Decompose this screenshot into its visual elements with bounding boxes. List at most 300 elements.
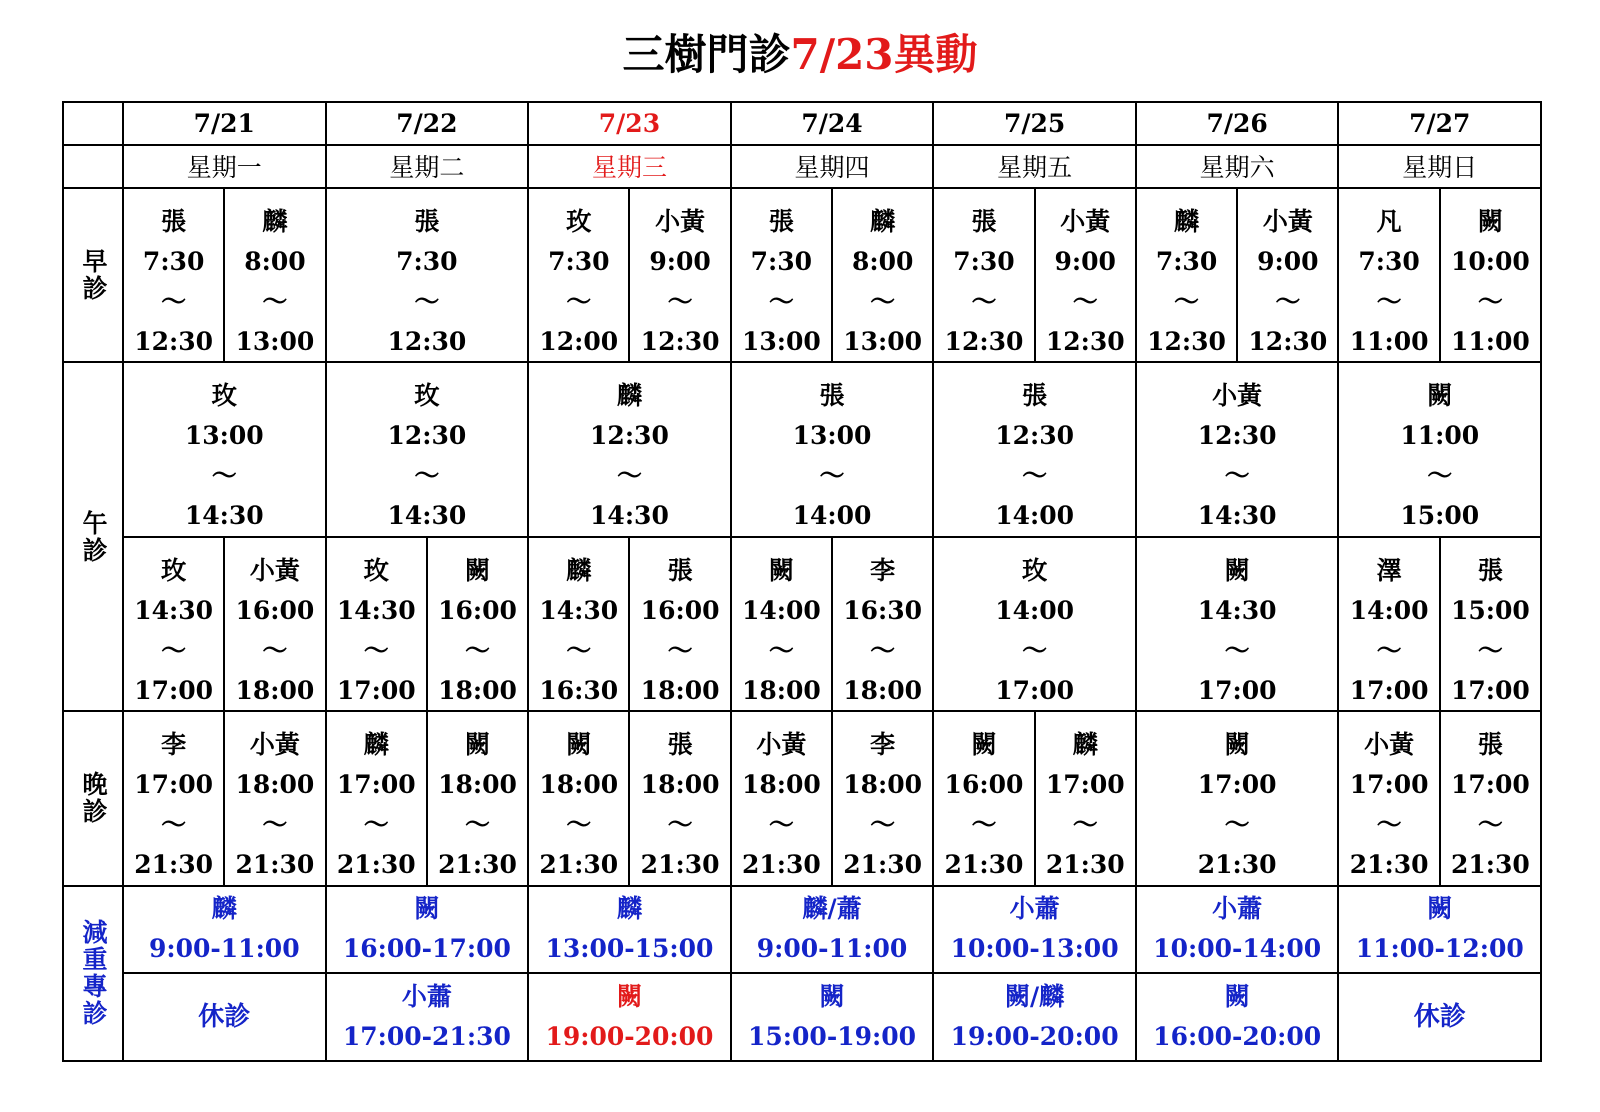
start-time: 18:00 (741, 770, 821, 800)
doctor-name: 闕 (465, 730, 491, 760)
tilde: ～ (1224, 810, 1250, 840)
shift-slot (732, 719, 831, 880)
doctor-name: 麟 (566, 555, 592, 585)
weightloss-entry (1339, 997, 1540, 1037)
shift-slot (1339, 370, 1540, 531)
doctor-name: 麟 (262, 206, 288, 236)
weightloss-cell (528, 973, 731, 1061)
doctor-name: 闕 (768, 555, 794, 585)
shift-cell (326, 188, 529, 362)
start-time: 14:00 (1349, 595, 1429, 625)
shift-cell (1440, 711, 1541, 885)
tilde: ～ (1427, 461, 1453, 491)
shift-slot (1137, 545, 1338, 703)
time-range: 11:00-12:00 (1355, 934, 1524, 964)
shift-slot (529, 196, 628, 354)
shift-cell (731, 362, 934, 536)
start-time: 7:30 (750, 246, 813, 276)
end-time: 14:30 (184, 501, 264, 531)
shift-slot (529, 719, 628, 880)
end-time: 21:30 (1197, 850, 1277, 880)
start-time: 16:00 (438, 595, 517, 625)
tilde: ～ (1022, 461, 1048, 491)
shift-cell (1338, 537, 1439, 711)
weightloss-entry (732, 889, 933, 969)
shift-slot (1137, 370, 1338, 531)
start-time: 14:00 (995, 595, 1074, 625)
evening-row (63, 711, 1541, 885)
tilde: ～ (819, 461, 845, 491)
weightloss-cell (326, 886, 529, 974)
weightloss-cell (1136, 886, 1339, 974)
shift-slot (124, 196, 223, 354)
start-time: 8:00 (851, 246, 914, 276)
doctor-name: 張 (1477, 730, 1503, 760)
weightloss-cell (1136, 973, 1339, 1061)
end-time: 12:30 (387, 326, 467, 356)
tilde: ～ (262, 810, 288, 840)
shift-cell (933, 188, 1034, 362)
shift-cell (933, 537, 1136, 711)
shift-slot (1036, 719, 1135, 880)
weekday-cell: 星期一 (123, 145, 326, 188)
doctor-name: 張 (414, 206, 440, 236)
session-label: 減重專診 (63, 886, 123, 1062)
shift-slot (1137, 196, 1236, 354)
shift-cell (933, 362, 1136, 536)
shift-cell (326, 362, 529, 536)
start-time: 16:00 (235, 595, 315, 625)
shift-slot (833, 196, 932, 354)
start-time: 9:00 (1054, 246, 1116, 276)
time-range: 15:00-19:00 (748, 1022, 917, 1052)
tilde: ～ (616, 461, 642, 491)
tilde: ～ (414, 461, 440, 491)
time-range: 10:00-14:00 (1153, 934, 1322, 964)
doctor-name: 玫 (211, 381, 237, 411)
tilde: ～ (465, 810, 491, 840)
tilde: ～ (1224, 635, 1250, 665)
shift-slot (529, 545, 628, 703)
weightloss-entry (732, 977, 933, 1057)
tilde: ～ (1477, 810, 1503, 840)
doctor-name: 闕 (1427, 381, 1453, 411)
date-cell: 7/22 (326, 102, 529, 145)
end-time: 13:00 (741, 326, 821, 356)
shift-cell (832, 537, 933, 711)
shift-cell (1035, 188, 1136, 362)
shift-slot (1441, 545, 1540, 703)
start-time: 7:30 (1358, 246, 1420, 276)
doctor-name: 玫 (1022, 555, 1048, 585)
corner-cell (63, 145, 123, 188)
shift-cell (528, 188, 629, 362)
page-title (0, 26, 1600, 84)
end-time: 12:30 (944, 326, 1024, 356)
shift-cell (731, 188, 832, 362)
end-time: 15:00 (1400, 501, 1480, 531)
time-range: 19:00-20:00 (950, 1022, 1119, 1052)
end-time: 21:30 (438, 850, 517, 880)
start-time: 18:00 (640, 770, 720, 800)
doctor-name: 小黃 (756, 730, 807, 760)
doctor-name: 張 (1022, 381, 1048, 411)
shift-slot (1339, 545, 1438, 703)
doctor-name: 凡 (1376, 206, 1402, 236)
weightloss-cell (123, 886, 326, 974)
start-time: 9:00 (649, 246, 711, 276)
tilde: ～ (566, 286, 592, 316)
weightloss-cell (933, 973, 1136, 1061)
shift-slot (1441, 719, 1540, 880)
shift-cell (731, 711, 832, 885)
time-range: 17:00-21:30 (342, 1022, 511, 1052)
doctor-name: 澤 (1376, 555, 1402, 585)
closed-label: 休診 (198, 1002, 251, 1033)
weightloss-cell (528, 886, 731, 974)
end-time: 13:00 (235, 326, 315, 356)
tilde: ～ (161, 635, 187, 665)
weekday-cell: 星期五 (933, 145, 1136, 188)
doctor-name: 玫 (414, 381, 440, 411)
doctor-name: 李 (161, 730, 187, 760)
shift-slot (732, 370, 933, 531)
tilde: ～ (667, 286, 693, 316)
end-time: 21:30 (1450, 850, 1530, 880)
tilde: ～ (1224, 461, 1250, 491)
doctor-name: 玫 (161, 555, 187, 585)
end-time: 16:30 (539, 675, 619, 705)
shift-slot (327, 545, 426, 703)
shift-cell (1440, 188, 1541, 362)
doctor-name: 闕 (1427, 894, 1453, 924)
date-row (63, 102, 1541, 145)
start-time: 7:30 (396, 246, 458, 276)
start-time: 17:00 (134, 770, 214, 800)
start-time: 15:00 (1450, 595, 1530, 625)
shift-cell (1338, 362, 1541, 536)
doctor-name: 李 (870, 730, 896, 760)
end-time: 11:00 (1349, 326, 1429, 356)
end-time: 21:30 (640, 850, 720, 880)
tilde: ～ (1477, 635, 1503, 665)
weightloss-entry (124, 997, 325, 1037)
shift-cell (832, 188, 933, 362)
date-cell: 7/26 (1136, 102, 1339, 145)
start-time: 7:30 (1155, 246, 1218, 276)
tilde: ～ (768, 286, 794, 316)
shift-slot (934, 196, 1033, 354)
tilde: ～ (161, 286, 187, 316)
end-time: 21:30 (843, 850, 923, 880)
shift-cell (123, 537, 224, 711)
doctor-name: 闕 (819, 982, 845, 1012)
weightloss-cell (123, 973, 326, 1061)
shift-cell (123, 711, 224, 885)
shift-slot (1137, 719, 1338, 880)
doctor-name: 闕 (1224, 982, 1250, 1012)
shift-slot (124, 545, 223, 703)
end-time: 21:30 (1045, 850, 1125, 880)
weightloss-entry (934, 977, 1135, 1057)
shift-cell (731, 537, 832, 711)
start-time: 13:00 (184, 421, 264, 451)
tilde: ～ (667, 810, 693, 840)
doctor-name: 小黃 (1262, 206, 1313, 236)
shift-cell (224, 188, 325, 362)
doctor-name: 闕 (1224, 730, 1250, 760)
start-time: 7:30 (953, 246, 1015, 276)
tilde: ～ (363, 635, 389, 665)
corner-cell (63, 102, 123, 145)
doctor-name: 張 (819, 381, 845, 411)
tilde: ～ (262, 286, 288, 316)
tilde: ～ (1174, 286, 1200, 316)
tilde: ～ (465, 635, 491, 665)
weightloss-cell (1338, 973, 1541, 1061)
doctor-name: 闕 (465, 555, 491, 585)
doctor-name: 小黃 (655, 206, 706, 236)
shift-slot (833, 545, 932, 703)
time-range: 9:00-11:00 (148, 934, 300, 964)
weekday-cell: 星期日 (1338, 145, 1541, 188)
doctor-name: 麟 (870, 206, 896, 236)
shift-slot (225, 719, 324, 880)
end-time: 21:30 (539, 850, 619, 880)
shift-slot (327, 370, 528, 531)
end-time: 12:30 (1147, 326, 1226, 356)
shift-cell (1136, 537, 1339, 711)
tilde: ～ (211, 461, 237, 491)
start-time: 12:30 (995, 421, 1074, 451)
date-cell: 7/24 (731, 102, 934, 145)
time-range: 10:00-13:00 (950, 934, 1119, 964)
shift-cell (427, 537, 528, 711)
time-range: 9:00-11:00 (756, 934, 908, 964)
weekday-cell: 星期六 (1136, 145, 1339, 188)
tilde: ～ (870, 810, 896, 840)
start-time: 14:30 (336, 595, 416, 625)
shift-slot (934, 719, 1033, 880)
tilde: ～ (414, 286, 440, 316)
tilde: ～ (870, 286, 896, 316)
shift-slot (1036, 196, 1135, 354)
end-time: 18:00 (235, 675, 315, 705)
shift-slot (630, 545, 729, 703)
shift-slot (327, 196, 528, 354)
end-time: 21:30 (235, 850, 315, 880)
end-time: 17:00 (1197, 675, 1277, 705)
doctor-name: 闕 (616, 982, 642, 1012)
end-time: 21:30 (741, 850, 821, 880)
weightloss-cell (731, 886, 934, 974)
doctor-name: 小黃 (1060, 206, 1111, 236)
shift-cell (1237, 188, 1338, 362)
end-time: 21:30 (134, 850, 214, 880)
date-cell: 7/23 (528, 102, 731, 145)
shift-slot (1339, 719, 1438, 880)
doctor-name: 張 (1477, 555, 1503, 585)
doctor-name: 玫 (566, 206, 592, 236)
doctor-name: 小黃 (1364, 730, 1415, 760)
title-main: 三樹門診 (622, 30, 791, 79)
weightloss-row-1 (63, 886, 1541, 974)
start-time: 16:00 (944, 770, 1024, 800)
shift-cell (629, 537, 730, 711)
tilde: ～ (262, 635, 288, 665)
date-cell: 7/27 (1338, 102, 1541, 145)
doctor-name: 張 (971, 206, 997, 236)
shift-slot (732, 196, 831, 354)
doctor-name: 麟 (616, 894, 642, 924)
morning-row (63, 188, 1541, 362)
tilde: ～ (1022, 635, 1048, 665)
weightloss-entry (327, 889, 528, 969)
doctor-name: 小黃 (249, 730, 300, 760)
tilde: ～ (363, 810, 389, 840)
shift-cell (933, 711, 1034, 885)
shift-slot (529, 370, 730, 531)
start-time: 13:00 (792, 421, 872, 451)
session-label: 午診 (63, 362, 123, 711)
shift-cell (1136, 188, 1237, 362)
weightloss-entry (1137, 977, 1338, 1057)
end-time: 12:00 (539, 326, 619, 356)
tilde: ～ (768, 810, 794, 840)
weightloss-row-2 (63, 973, 1541, 1061)
doctor-name: 闕 (414, 894, 440, 924)
shift-cell (528, 362, 731, 536)
shift-cell (528, 711, 629, 885)
shift-cell (123, 362, 326, 536)
tilde: ～ (566, 810, 592, 840)
doctor-name: 張 (161, 206, 187, 236)
end-time: 21:30 (944, 850, 1024, 880)
shift-slot (428, 719, 527, 880)
end-time: 21:30 (1349, 850, 1429, 880)
weekday-cell: 星期三 (528, 145, 731, 188)
start-time: 18:00 (235, 770, 315, 800)
tilde: ～ (1477, 286, 1503, 316)
doctor-name: 張 (667, 730, 693, 760)
doctor-name: 小蕭 (401, 982, 452, 1012)
end-time: 17:00 (336, 675, 416, 705)
date-cell: 7/25 (933, 102, 1136, 145)
weightloss-entry (934, 889, 1135, 969)
tilde: ～ (1275, 286, 1301, 316)
doctor-name: 麟 (363, 730, 389, 760)
start-time: 11:00 (1400, 421, 1480, 451)
shift-cell (224, 537, 325, 711)
end-time: 11:00 (1450, 326, 1530, 356)
doctor-name: 張 (768, 206, 794, 236)
shift-cell (1338, 188, 1439, 362)
end-time: 17:00 (134, 675, 214, 705)
start-time: 9:00 (1257, 246, 1319, 276)
time-range: 19:00-20:00 (545, 1022, 714, 1052)
shift-cell (224, 711, 325, 885)
weightloss-cell (933, 886, 1136, 974)
afternoon-row-1 (63, 362, 1541, 536)
doctor-name: 闕 (566, 730, 592, 760)
tilde: ～ (1376, 810, 1402, 840)
weightloss-entry (529, 977, 730, 1057)
end-time: 13:00 (843, 326, 923, 356)
doctor-name: 闕 (1224, 555, 1250, 585)
start-time: 14:30 (539, 595, 619, 625)
shift-cell (123, 188, 224, 362)
start-time: 12:30 (1197, 421, 1277, 451)
doctor-name: 小黃 (249, 555, 300, 585)
shift-slot (732, 545, 831, 703)
shift-cell (1440, 537, 1541, 711)
tilde: ～ (1376, 286, 1402, 316)
start-time: 17:00 (336, 770, 416, 800)
weightloss-cell (326, 973, 529, 1061)
shift-cell (629, 188, 730, 362)
start-time: 10:00 (1450, 246, 1530, 276)
end-time: 18:00 (843, 675, 923, 705)
doctor-name: 闕 (971, 730, 997, 760)
doctor-name: 麟 (211, 894, 237, 924)
closed-label: 休診 (1413, 1002, 1466, 1033)
shift-slot (327, 719, 426, 880)
end-time: 18:00 (438, 675, 517, 705)
doctor-name: 麟/蕭 (802, 894, 862, 924)
end-time: 14:00 (792, 501, 872, 531)
tilde: ～ (870, 635, 896, 665)
doctor-name: 麟 (1072, 730, 1098, 760)
start-time: 14:00 (741, 595, 821, 625)
start-time: 8:00 (244, 246, 306, 276)
end-time: 12:30 (1045, 326, 1125, 356)
shift-cell (427, 711, 528, 885)
weightloss-cell (731, 973, 934, 1061)
weekday-cell: 星期二 (326, 145, 529, 188)
doctor-name: 小蕭 (1212, 894, 1263, 924)
start-time: 17:00 (1045, 770, 1125, 800)
shift-slot (934, 545, 1135, 703)
start-time: 12:30 (387, 421, 467, 451)
session-label: 早診 (63, 188, 123, 362)
schedule-table (62, 101, 1542, 1062)
end-time: 14:30 (590, 501, 669, 531)
tilde: ～ (667, 635, 693, 665)
start-time: 14:30 (1197, 595, 1277, 625)
shift-cell (528, 537, 629, 711)
shift-cell (832, 711, 933, 885)
start-time: 18:00 (539, 770, 619, 800)
shift-slot (124, 370, 325, 531)
start-time: 7:30 (142, 246, 205, 276)
start-time: 18:00 (438, 770, 517, 800)
time-range: 16:00-17:00 (342, 934, 511, 964)
title-accent: 7/23異動 (790, 30, 978, 79)
afternoon-row-2 (63, 537, 1541, 711)
end-time: 17:00 (995, 675, 1074, 705)
time-range: 16:00-20:00 (1153, 1022, 1322, 1052)
weightloss-entry (124, 889, 325, 969)
end-time: 17:00 (1349, 675, 1429, 705)
shift-cell (1035, 711, 1136, 885)
doctor-name: 麟 (1174, 206, 1200, 236)
shift-cell (1136, 711, 1339, 885)
end-time: 14:30 (387, 501, 467, 531)
end-time: 12:30 (134, 326, 214, 356)
weekday-row (63, 145, 1541, 188)
tilde: ～ (971, 286, 997, 316)
shift-cell (326, 537, 427, 711)
